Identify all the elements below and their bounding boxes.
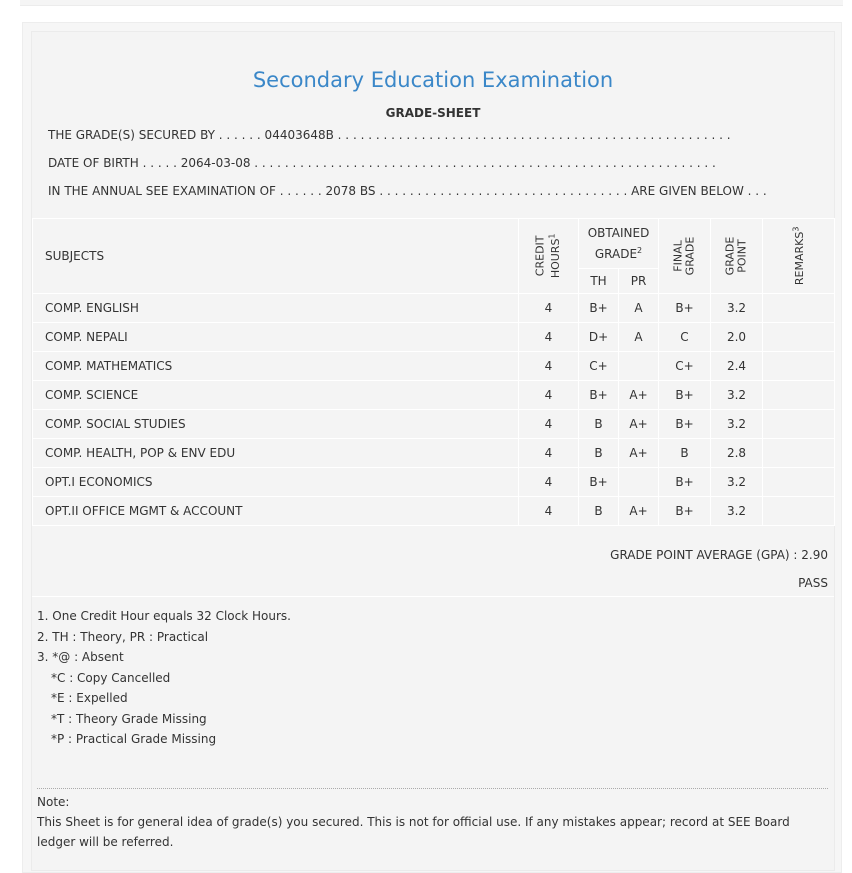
grade-point-cell: 3.2 [711,410,763,439]
subject-cell: COMP. SCIENCE [33,381,519,410]
final-grade-header: FINAL GRADE [659,219,711,294]
legend-credit-hour: 1. One Credit Hour equals 32 Clock Hours. [37,609,291,623]
grade-point-cell: 2.0 [711,323,763,352]
grade-point-cell: 3.2 [711,294,763,323]
th-grade-cell: B+ [579,468,619,497]
credit-cell: 4 [519,352,579,381]
exam-title: Secondary Education Examination [252,68,614,92]
table-row [33,410,835,439]
remarks-cell [763,323,835,352]
dob-line: DATE OF BIRTH . . . . . 2064-03-08 . . . . . . . . . . . . . . . . . . . . . . . . . . . . . . . . . . . . . . . . . . . . . . . . . . . . . . . . . . . . . [48,156,716,170]
subject-cell: OPT.II OFFICE MGMT & ACCOUNT [33,497,519,526]
legend-absent: 3. *@ : Absent [37,650,124,664]
final-grade-cell: C+ [659,352,711,381]
pr-grade-cell: A [619,323,659,352]
pr-grade-cell: A+ [619,497,659,526]
th-grade-cell: B+ [579,381,619,410]
grade-point-header: GRADE POINT [711,219,763,294]
legend-copy-cancelled: *C : Copy Cancelled [51,670,171,685]
note-text: This Sheet is for general idea of grade(s) you secured. This is not for official use. If any mistakes appear; record at SEE Board ledger will be referred. [37,815,790,849]
subjects-header: SUBJECTS [33,219,519,294]
remarks-header: REMARKS$^3$ [763,219,835,294]
remarks-cell [763,381,835,410]
legend-th-pr: 2. TH : Theory, PR : Practical [37,629,209,644]
grade-point-cell: 3.2 [711,381,763,410]
grade-sheet-inner [31,31,835,871]
remarks-cell [763,294,835,323]
final-grade-cell: B+ [659,468,711,497]
legend [37,606,291,750]
subject-cell: OPT.I ECONOMICS [33,468,519,497]
th-grade-cell: B [579,497,619,526]
pr-grade-cell: A+ [619,410,659,439]
final-grade-cell: B+ [659,294,711,323]
th-grade-cell: B [579,410,619,439]
th-grade-cell: D+ [579,323,619,352]
subject-cell: COMP. MATHEMATICS [33,352,519,381]
final-grade-cell: B+ [659,410,711,439]
subject-cell: COMP. SOCIAL STUDIES [33,410,519,439]
credit-cell: 4 [519,410,579,439]
th-grade-cell: C+ [579,352,619,381]
final-grade-cell: B+ [659,497,711,526]
final-grade-cell: B [659,439,711,468]
pr-grade-cell [619,468,659,497]
grade-point-cell: 3.2 [711,497,763,526]
credit-cell: 4 [519,381,579,410]
top-strip [20,0,843,6]
credit-hours-header: CREDIT HOURS$^1$ [519,219,579,294]
legend-expelled: *E : Expelled [51,691,128,705]
section-divider [32,596,834,597]
th-grade-cell: B+ [579,294,619,323]
final-grade-cell: C [659,323,711,352]
table-row [33,294,835,323]
table-row [33,497,835,526]
gpa-value: GRADE POINT AVERAGE (GPA) : 2.90 [610,548,828,562]
credit-cell: 4 [519,323,579,352]
th-grade-cell: B [579,439,619,468]
note-label: Note: [37,795,70,809]
table-row [33,381,835,410]
grade-sheet-panel [22,22,842,873]
pr-header: PR [619,269,659,294]
grade-sheet-heading: GRADE-SHEET [385,106,481,120]
obtained-grade-header: OBTAINED GRADE$^2$ [579,219,659,269]
remarks-cell [763,410,835,439]
legend-theory-missing: *T : Theory Grade Missing [51,711,207,726]
pr-grade-cell: A+ [619,439,659,468]
legend-practical-missing: *P : Practical Grade Missing [51,732,217,746]
subject-cell: COMP. NEPALI [33,323,519,352]
table-row [33,439,835,468]
credit-cell: 4 [519,468,579,497]
remarks-cell [763,352,835,381]
note-divider [37,788,828,789]
remarks-cell [763,468,835,497]
pr-grade-cell: A [619,294,659,323]
final-grade-cell: B+ [659,381,711,410]
exam-year-line: IN THE ANNUAL SEE EXAMINATION OF . . . . . . 2078 BS . . . . . . . . . . . . . . . . . . . . . . . . . . . . . . . . . ARE GIVEN BELOW . . . [48,184,767,198]
remarks-cell [763,497,835,526]
subject-cell: COMP. ENGLISH [33,294,519,323]
remarks-cell [763,439,835,468]
secured-by-line: THE GRADE(S) SECURED BY . . . . . . 04403648B . . . . . . . . . . . . . . . . . . . . . . . . . . . . . . . . . . . . . . . . . . . . . . . . . . . . [48,128,731,142]
table-row [33,352,835,381]
grade-point-cell: 2.8 [711,439,763,468]
credit-cell: 4 [519,294,579,323]
grades-table [32,218,835,526]
grade-point-cell: 3.2 [711,468,763,497]
result-status: PASS [798,576,828,590]
pr-grade-cell: A+ [619,381,659,410]
credit-cell: 4 [519,497,579,526]
table-row [33,468,835,497]
table-row [33,323,835,352]
grade-point-cell: 2.4 [711,352,763,381]
subject-cell: COMP. HEALTH, POP & ENV EDU [33,439,519,468]
th-header: TH [579,269,619,294]
pr-grade-cell [619,352,659,381]
credit-cell: 4 [519,439,579,468]
